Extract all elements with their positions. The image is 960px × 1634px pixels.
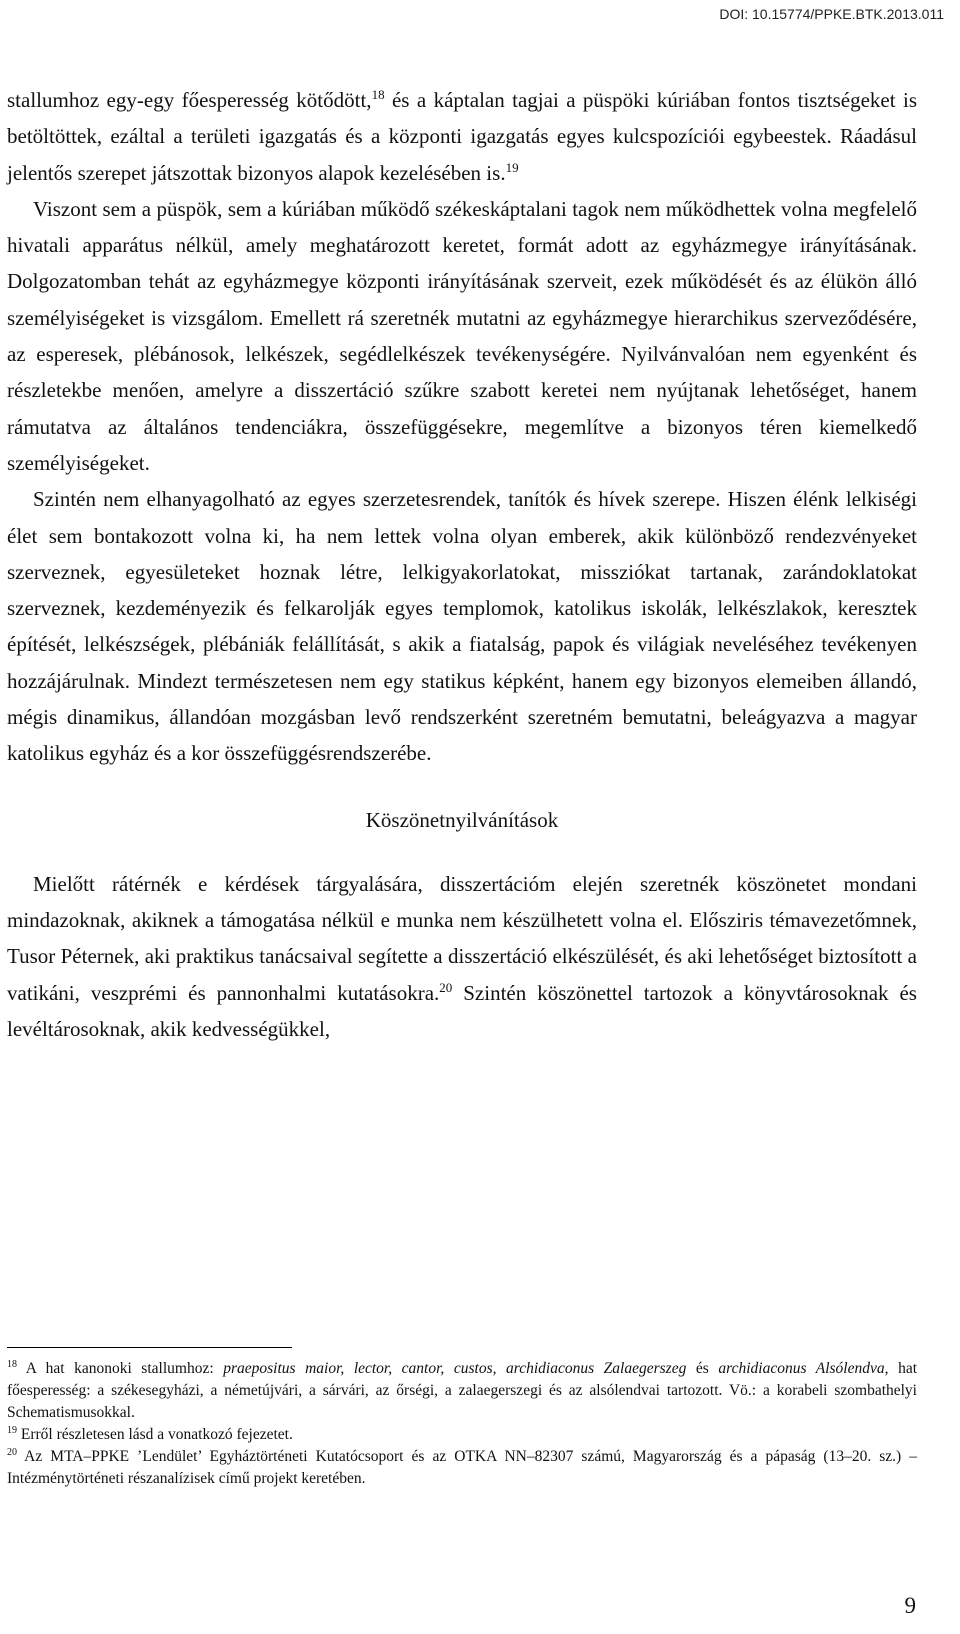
footnote-20 (7, 1446, 917, 1490)
footnote-19-text: Erről részletesen lásd a vonatkozó fejezetet. (17, 1426, 293, 1443)
page-number: 9 (904, 1593, 916, 1618)
footnote-18-italic-2: archidiaconus Alsólendva (718, 1360, 885, 1377)
footnote-18 (7, 1358, 917, 1424)
footnote-19 (7, 1424, 917, 1446)
footnote-18-text-b: és (686, 1360, 719, 1377)
paragraph-2: Viszont sem a püspök, sem a kúriában működő székeskáptalani tagok nem működhettek volna megfelelő hivatali apparátus nélkül, amely meghatározott keretet, formát adott az egyházmegye irányításának. Dolgozatomban tehát az egyházmegye központi irányításának szerveit, ezek működését és az élükön álló személyiségeket is vizsgálom. Emellett rá szeretnék mutatni az egyházmegye hierarchikus szerveződésére, az esperesek, plébánosok, lelkészek, segédlelkészek tevékenységére. Nyilvánvalóan nem egyenként és részletekbe menően, amelyre a disszertáció szűkre szabott keretei nem nyújtanak lehetőséget, hanem rámutatva az általános tendenciákra, összefüggésekre, megemlítve a bizonyos téren kiemelkedő személyiségeket. (7, 196, 917, 475)
paragraph-3: Szintén nem elhanyagolható az egyes szerzetesrendek, tanítók és hívek szerepe. Hiszen élénk lelkiségi élet sem bontakozott volna ki, ha nem lettek volna olyan emberek, akik különböző rendezvényeket szerveznek, egyesületeket hoznak létre, lelkigyakorlatokat, missziókat tartanak, zarándoklatokat szerveznek, kezdeményezik és felkarolják egyes templomok, katolikus iskolák, lelkészlakok, keresztek építését, lelkészségek, plébániák felállítását, s akik a fiatalság, papok és világiak neveléséhez tevékenyen hozzájárulnak. Mindezt természetesen nem egy statikus képként, hanem egy bizonyos elemeiben állandó, mégis dinamikus, állandóan mozgásban levő rendszerként szeretném bemutatni, beleágyazva a magyar katolikus egyház és a kor összefüggésrendszerébe. (7, 487, 917, 766)
footnote-number-18: 18 (7, 1358, 17, 1370)
footnote-18-text-c: , hat főesperesség: a székesegyházi, a németújvári, a sárvári, az őrségi, a zalaegerszegi és az alsólendvai tartozott. Vö.: a korabeli szombathelyi Schematismusokkal. (7, 1360, 918, 1421)
footnote-separator (7, 1347, 292, 1348)
footnote-ref-18[interactable]: 18 (371, 87, 385, 102)
section-heading: Köszönetnyilvánítások (365, 807, 559, 832)
footnote-ref-19[interactable]: 19 (505, 159, 519, 175)
footnote-number-19: 19 (7, 1424, 17, 1436)
footnotes (7, 1358, 917, 1490)
footnote-18-text-a: A hat kanonoki stallumhoz: (17, 1360, 224, 1377)
ack-part-b: Szintén köszönettel tartozok a könyvtárosoknak és levéltárosoknak, akik kedvességükkel, (7, 980, 917, 1041)
footnote-18-italic-1: praepositus maior, lector, cantor, custos, archidiaconus Zalaegerszeg (223, 1360, 687, 1377)
footnote-20-text: Az MTA–PPKE ’Lendület’ Egyháztörténeti Kutatócsoport és az OTKA NN–82307 számú, Magyarország és a pápaság (13–20. sz.) – Intézménytörténeti részanalízisek című projekt keretében. (7, 1448, 917, 1487)
doi-header: DOI: 10.15774/PPKE.BTK.2013.011 (719, 6, 944, 22)
ack-part-a: Mielőtt rátérnék e kérdések tárgyalására, disszertációm elején szeretnék köszönetet mondani mindazoknak, akiknek a támogatása nélkül e munka nem készülhetett volna el. Elősziris témavezetőmnek, Tusor Péternek, aki praktikus tanácsaival segítette a disszertáció elkészülését, és aki lehetőséget biztosított a vatikáni, veszprémi és pannonhalmi kutatásokra. (7, 871, 917, 1005)
acknowledgement-paragraph (7, 866, 917, 1047)
body-text (7, 82, 917, 1047)
paragraph-1-part-a: stallumhoz egy-egy főesperesség kötődött, (7, 88, 372, 112)
paragraph-1 (7, 82, 917, 191)
footnote-number-20: 20 (7, 1446, 17, 1458)
paragraph-1-part-b: és a káptalan tagjai a püspöki kúriában fontos tisztségeket is betöltöttek, ezáltal a területi igazgatás és a központi igazgatás egyes kulcspozíciói egybeestek. Ráadásul jelentős szerepet játszottak bizonyos alapok kezelésében is. (7, 88, 917, 185)
footnote-ref-20[interactable]: 20 (439, 979, 453, 995)
